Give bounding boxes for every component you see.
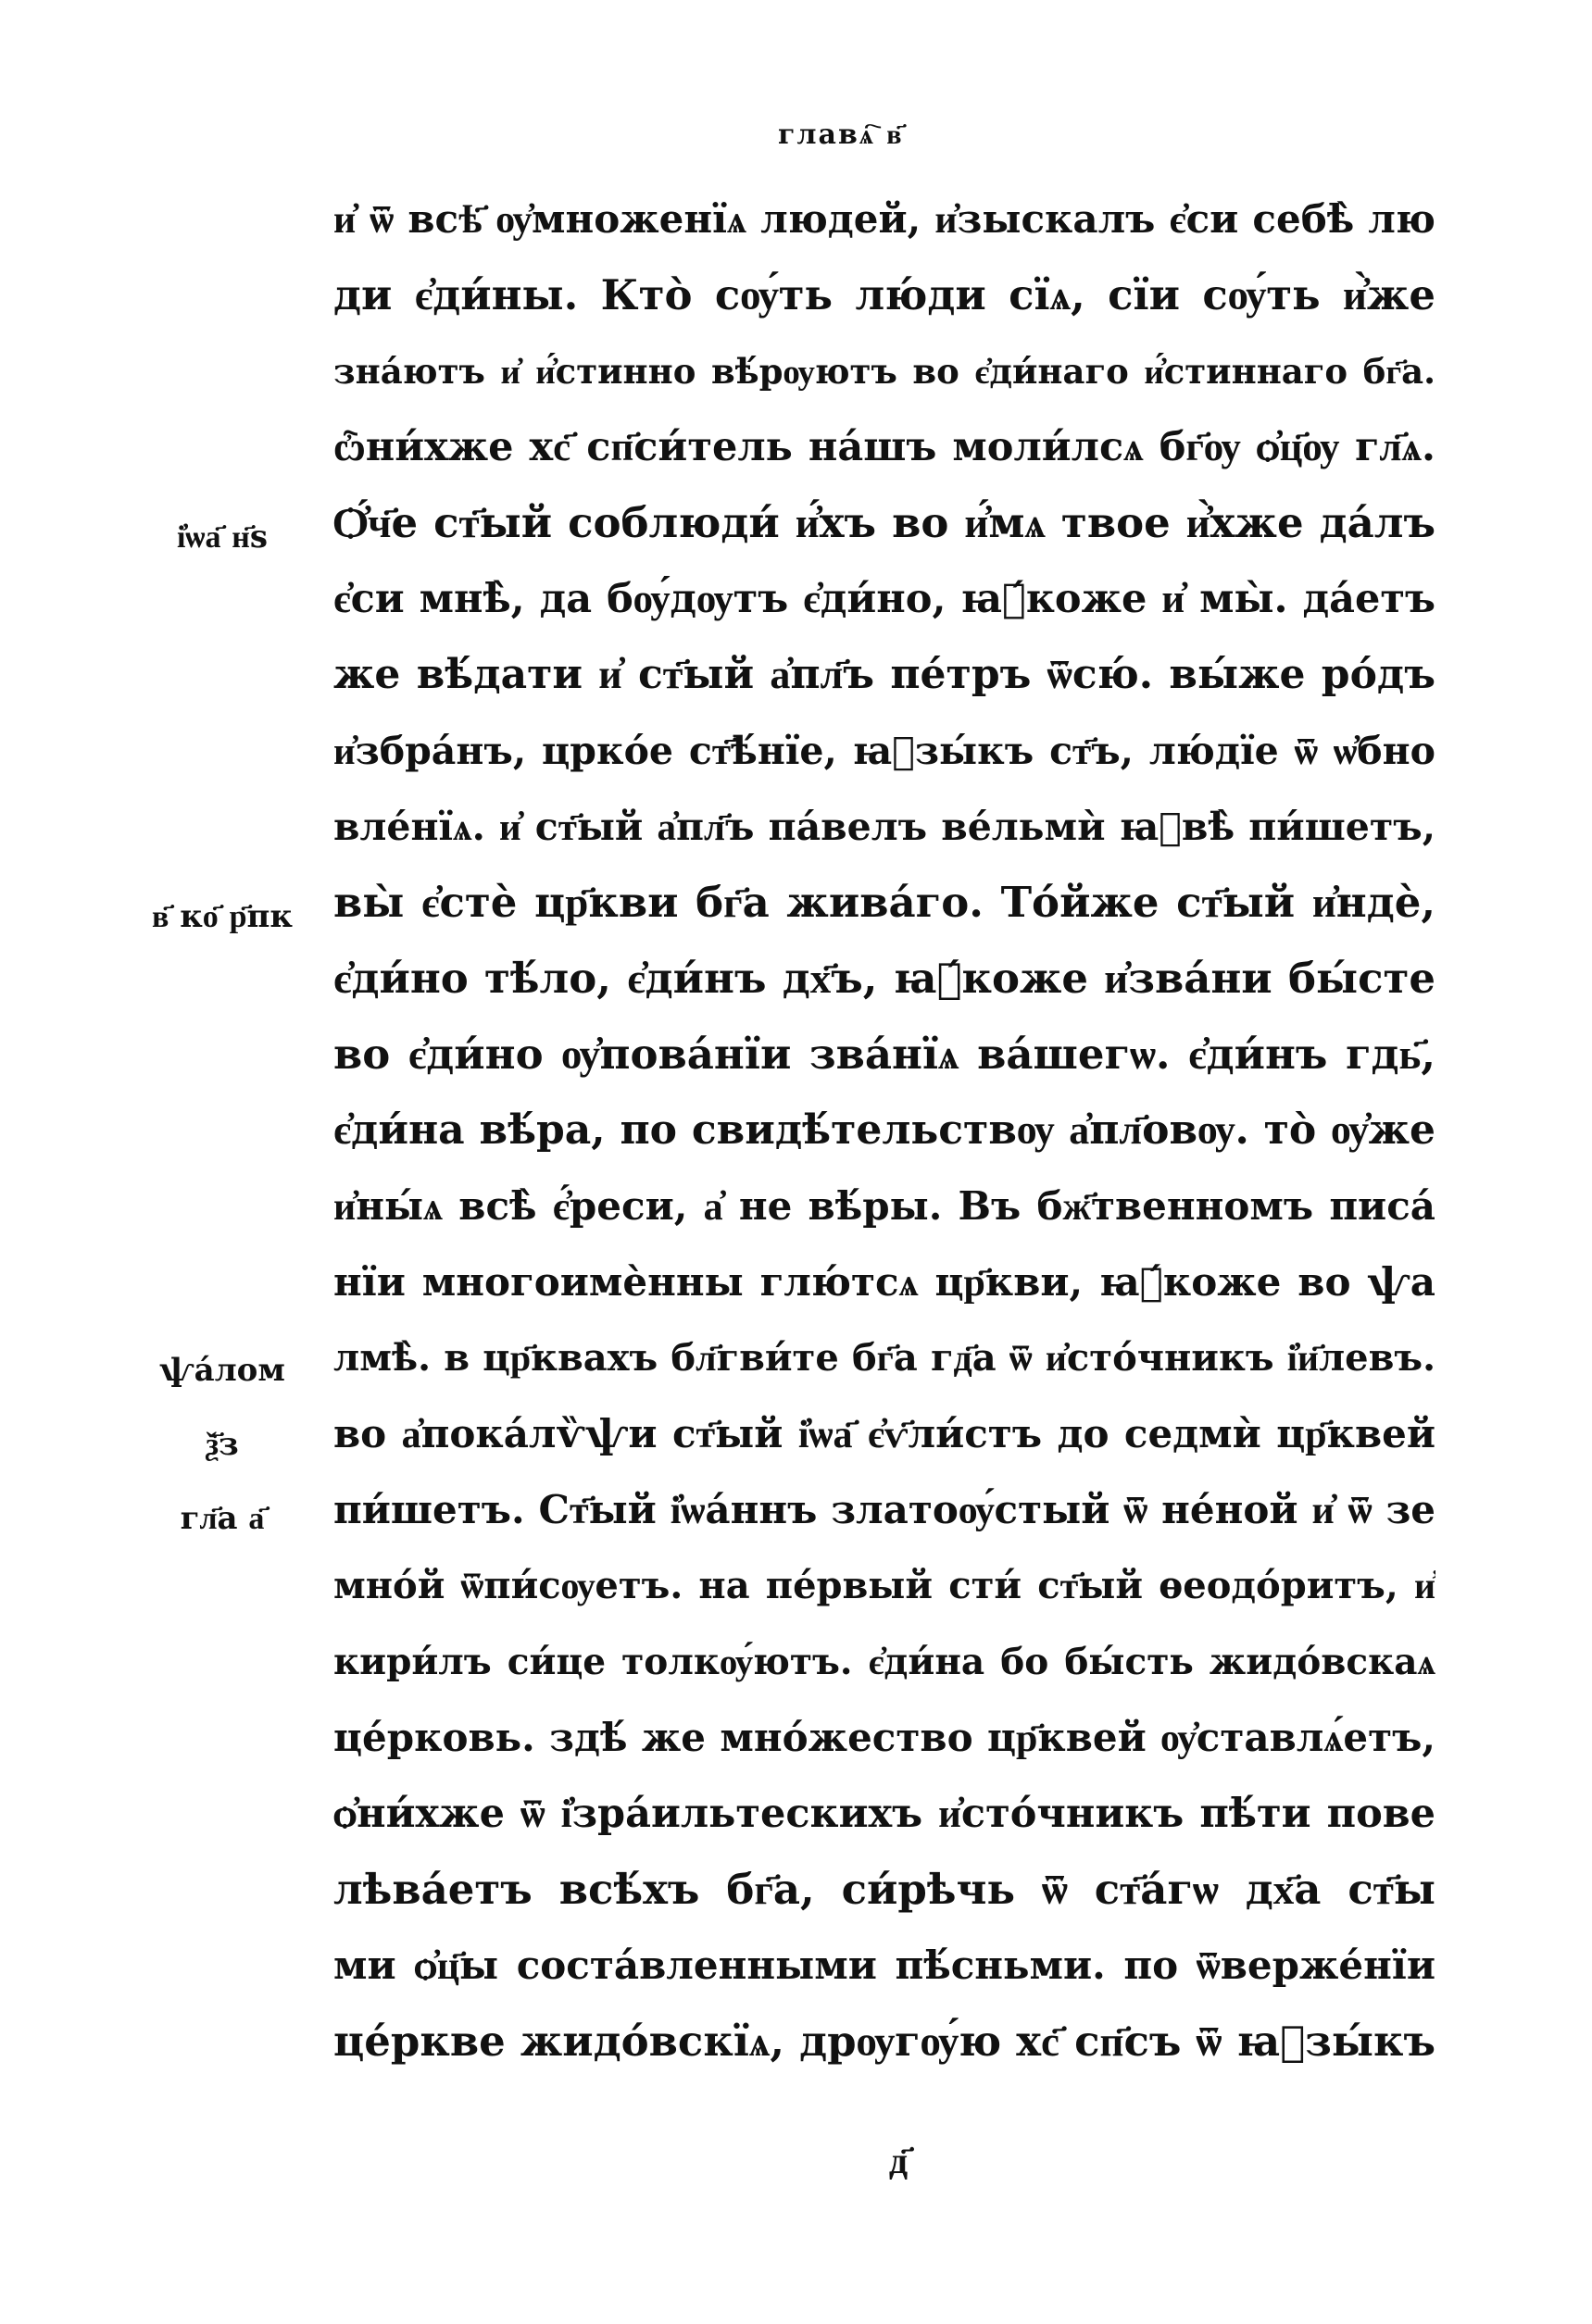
text-line: и҆ны́ѧ всѣ̀ є҆́реси, а҆ не вѣ́ры. Въ бж҃твенномъ писа́	[333, 1183, 1435, 1229]
text-line: ѻ҆ни́хже ѿ і҆зра́ильтескихъ и҆сто́чникъ пѣ́ти пове	[333, 1791, 1435, 1837]
text-line: и҆збра́нъ, црко́е ст҃ѣ́нїе, ꙗ҆зы́къ ст҃ъ, лю́дїе ѿ ѡ҆бно	[333, 729, 1435, 773]
margin-reference: в҃ ко҃ р҃пк	[152, 898, 293, 935]
text-line: зна́ютъ и҆ и҆́стинно вѣ́рѹютъ во є҆ди́наго и҆́стиннаго бг҃а.	[333, 351, 1435, 392]
text-line: ди є҆ди́ны. Кто̀ сѹ́ть лю́ди сїѧ, сїи сѹ́ть и҆̀же	[333, 270, 1435, 319]
text-line: це́рковь. здѣ́ же мно́жество цр҃квей ѹ҆ставлѧ́етъ,	[333, 1715, 1435, 1760]
text-line: це́ркве жидо́вскїѧ, дрѹгѹ́ю хс҃ сп҃съ ѿ ꙗ҆зы́къ	[333, 2017, 1435, 2066]
text-line: є҆ди́на вѣ́ра, по свидѣ́тельствѹ а҆пл҃овѹ. то̀ ѹ҆же	[333, 1106, 1435, 1154]
margin-reference: гл҃а а҃	[180, 1500, 265, 1537]
text-line: лмѣ̀. в цр҃квахъ бл҃гви́те бг҃а гд҃а ѿ и҆сто́чникъ і҆и҃левъ.	[333, 1336, 1435, 1380]
text-line: и҆ ѿ всѣ҃ ѹ҆множенїѧ людей, и҆зыскалъ є҆си себѣ̀ лю	[333, 196, 1435, 242]
margin-reference: ѱа́лом	[159, 1352, 285, 1389]
text-line: є҆си мнѣ̀, да бѹ́дѹтъ є҆ди́но, ꙗ҆́коже и҆ мы̀. да́етъ	[333, 576, 1435, 622]
text-line: кири́лъ си́це толкѹ́ютъ. є҆ди́на бо бы́сть жидо́вскаѧ	[333, 1641, 1435, 1683]
text-line: нїи многоимѐнны глю́тсѧ цр҃кви, ꙗ҆́коже во ѱа	[333, 1259, 1435, 1305]
running-head: главѧ҇ в҃	[778, 119, 904, 151]
text-line: є҆ди́но тѣ́ло, є҆ди́нъ дх҃ъ, ꙗ҆́коже и҆зва́ни бы́сте	[333, 954, 1435, 1003]
text-line: ѽни́хже хс҃ сп҃си́тель на́шъ моли́лсѧ бг҃ѹ ѻ҆ц҃ѹ гл҃ѧ.	[333, 424, 1435, 470]
text-line: Ѻ҆́ч҃е ст҃ый соблюди́ и҆́хъ во и҆́мѧ твое и҆̀хже да́лъ	[333, 498, 1435, 547]
text-line: пи́шетъ. Ст҃ый і҆ѡа́ннъ златоѹ́стый ѿ не́ной и҆ ѿ зе	[333, 1487, 1435, 1532]
text-line: лѣва́етъ всѣ́хъ бг҃а, си́рѣчь ѿ ст҃а́гѡ дх҃а ст҃ы	[333, 1865, 1435, 1914]
text-line: мно́й ѿпи́сѹетъ. на пе́рвый сти́ ст҃ый ѳеодо́ритъ, и҆	[333, 1564, 1435, 1607]
text-line: во є҆ди́но ѹ҆пова́нїи зва́нїѧ ва́шегѡ. є҆ди́нъ гдь҃,	[333, 1030, 1435, 1079]
margin-reference: і҆ѡа҃ н҃ѕ	[176, 519, 269, 556]
margin-reference: ѯ҃з	[206, 1426, 239, 1463]
text-line: вле́нїѧ. и҆ ст҃ый а҆пл҃ъ па́велъ ве́льмѝ ꙗ҆вѣ̀ пи́шетъ,	[333, 805, 1435, 849]
text-line: во а҆пока́лѷѱи ст҃ый і҆ѡа҃ є҆ѵ҃ли́стъ до седмѝ цр҃квей	[333, 1411, 1435, 1456]
text-line: же вѣ́дати и҆ ст҃ый а҆пл҃ъ пе́тръ ѿсю́. вы́же ро́дъ	[333, 651, 1435, 698]
folio-number: д҃	[888, 2139, 909, 2182]
text-line: ми ѻ҆ц҃ы соста́вленными пѣ́сньми. по ѿверже́нїи	[333, 1943, 1435, 1988]
text-line: вы̀ є҆стѐ цр҃кви бг҃а жива́го. То́йже ст҃ый и҆ндѐ,	[333, 878, 1435, 927]
main-text-block	[333, 181, 1435, 2080]
